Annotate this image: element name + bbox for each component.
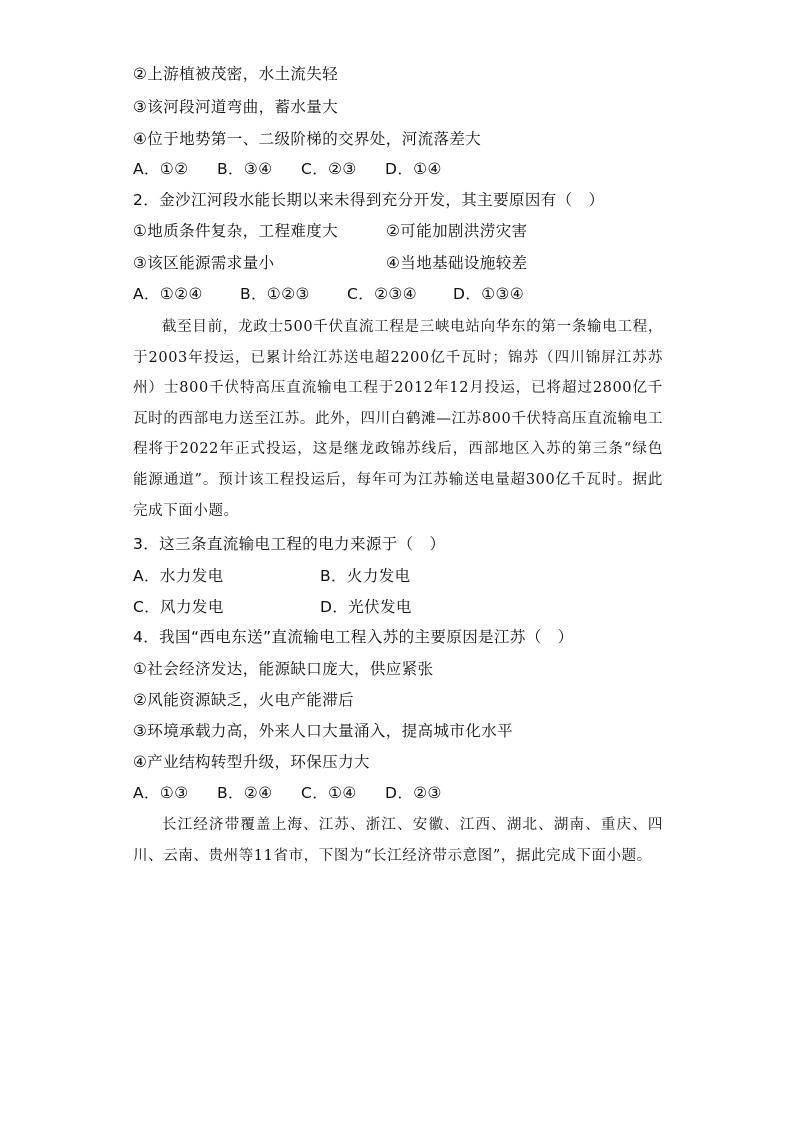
q2-choice-b: B．①②③ bbox=[240, 285, 310, 303]
q1-choice-a: A．①② bbox=[133, 160, 189, 178]
q4-choice-c: C．①④ bbox=[301, 784, 357, 802]
q1-option-3: ③该河段河道弯曲，蓄水量大 bbox=[133, 98, 339, 116]
q3-choice-a: A．水力发电 bbox=[133, 567, 224, 585]
q4-choice-a: A．①③ bbox=[133, 784, 189, 802]
q3-choice-b: B．火力发电 bbox=[320, 567, 411, 585]
q2-option-2: ②可能加剧洪涝灾害 bbox=[386, 222, 528, 240]
q3-choice-c: C．风力发电 bbox=[133, 598, 224, 616]
q2-option-4: ④当地基础设施较差 bbox=[386, 254, 528, 272]
q1-choice-b: B．③④ bbox=[217, 160, 273, 178]
q1-choice-c: C．②③ bbox=[301, 160, 357, 178]
q4-option-1: ①社会经济发达，能源缺口庞大，供应紧张 bbox=[133, 660, 434, 678]
q1-choice-d: D．①④ bbox=[385, 160, 442, 178]
q1-option-2: ②上游植被茂密，水土流失轻 bbox=[133, 65, 339, 83]
q4-option-2: ②风能资源缺乏，火电产能滞后 bbox=[133, 691, 354, 709]
passage-yangtze-economic-belt: 长江经济带覆盖上海、江苏、浙江、安徽、江西、湖北、湖南、重庆、四川、云南、贵州等11省市，下图为“长江经济带示意图”，据此完成下面小题。 bbox=[133, 817, 663, 864]
q3-stem: 3．这三条直流输电工程的电力来源于（ ） bbox=[133, 535, 446, 553]
q1-option-4: ④位于地势第一、二级阶梯的交界处，河流落差大 bbox=[133, 130, 482, 148]
q2-choice-a: A．①②④ bbox=[133, 285, 203, 303]
q2-option-1: ①地质条件复杂，工程难度大 bbox=[133, 222, 339, 240]
q2-choice-c: C．②③④ bbox=[347, 285, 418, 303]
q4-option-4: ④产业结构转型升级，环保压力大 bbox=[133, 753, 370, 771]
q4-stem: 4．我国“西电东送”直流输电工程入苏的主要原因是江苏（ ） bbox=[133, 628, 574, 646]
q4-option-3: ③环境承载力高，外来人口大量涌入，提高城市化水平 bbox=[133, 722, 513, 740]
passage-power-transmission: 截至目前，龙政士500千伏直流工程是三峡电站向华东的第一条输电工程，于2003年投运，已累计给江苏送电超2200亿千瓦时；锦苏（四川锦屏江苏苏州）士800千伏特高压直流输电工程于2012年12月投运，已将超过2800亿千瓦时的西部电力送至江苏。此外，四川白鹤滩—江苏800千伏特高压直流输电工程将于2022年正式投运，这是继龙政锦苏线后，西部地区入苏的第三条“绿色能源通道”。预计该工程投运后，每年可为江苏输送电量超300亿千瓦时。据此完成下面小题。 bbox=[133, 319, 663, 519]
q2-option-3: ③该区能源需求量小 bbox=[133, 254, 275, 272]
q4-choice-d: D．②③ bbox=[385, 784, 442, 802]
q2-stem: 2．金沙江河段水能长期以来未得到充分开发，其主要原因有（ ） bbox=[133, 191, 605, 209]
q2-choice-d: D．①③④ bbox=[453, 285, 525, 303]
q4-choice-b: B．②④ bbox=[217, 784, 273, 802]
q3-choice-d: D．光伏发电 bbox=[320, 598, 412, 616]
